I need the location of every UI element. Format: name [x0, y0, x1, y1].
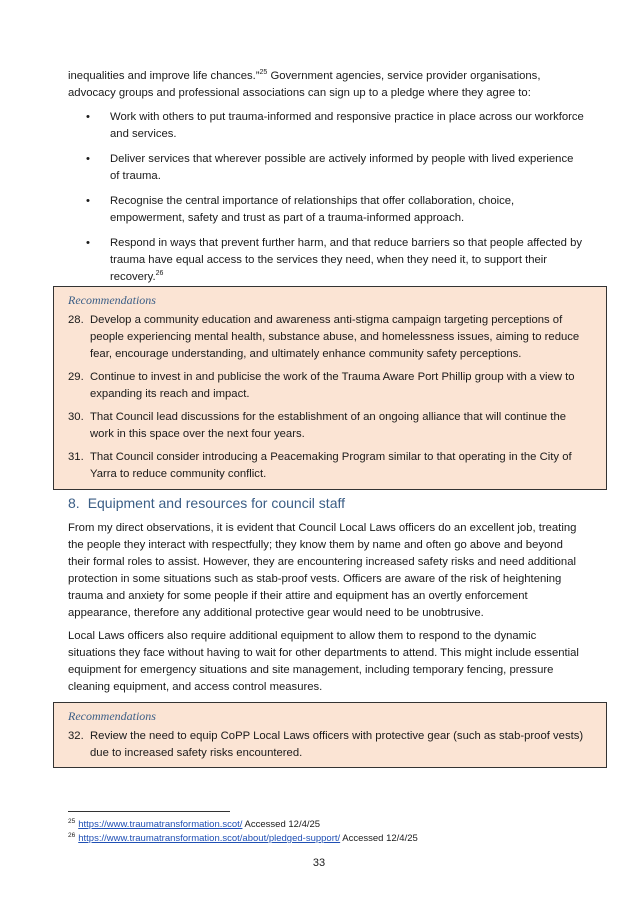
recommendation-text: Review the need to equip CoPP Local Laws officers with protective gear (such as stab-proof vests) due to increased safety risks encountered.	[90, 730, 584, 759]
footnote-divider	[68, 811, 230, 812]
recommendation-number: 29.	[68, 371, 84, 383]
recommendation-number: 32.	[68, 730, 84, 742]
recommendation-item	[68, 369, 592, 403]
recommendations-title: Recommendations	[68, 293, 156, 307]
footnote-ref-25[interactable]: 25	[259, 69, 268, 77]
bullet-text: Deliver services that wherever possible are actively informed by people with lived experience of trauma.	[110, 153, 574, 182]
recommendations-title: Recommendations	[68, 709, 156, 723]
page-number: 33	[312, 857, 326, 869]
recommendation-item	[68, 449, 592, 483]
recommendation-text: Develop a community education and awareness anti-stigma campaign targeting perceptions of people experiencing mental health, substance abuse, and homelessness issues, aiming to reduce fear, encourage understanding, and ultimately enhance community safety perceptions.	[90, 314, 580, 360]
footnote-accessed: Accessed 12/4/25	[242, 819, 321, 830]
recommendations-box-1	[53, 286, 607, 490]
list-item	[84, 193, 584, 227]
bullet-glyph: •	[86, 111, 90, 123]
recommendations-list	[68, 312, 592, 483]
bullet-glyph: •	[86, 195, 90, 207]
footnote-number: 25	[68, 817, 76, 825]
recommendation-text: Continue to invest in and publicise the work of the Trauma Aware Port Phillip group with a view to expanding its reach and impact.	[90, 371, 575, 400]
footnote-ref-26[interactable]: 26	[155, 270, 164, 278]
bullet-glyph: •	[86, 153, 90, 165]
bullet-text: Respond in ways that prevent further harm, and that reduce barriers so that people affected by trauma have equal access to the services they need, when they need it, to support their recovery.	[110, 237, 583, 283]
recommendation-text: That Council consider introducing a Peacemaking Program similar to that operating in the City of Yarra to reduce community conflict.	[90, 451, 572, 480]
footnote-accessed: Accessed 12/4/25	[340, 833, 418, 844]
footnote-number: 26	[68, 831, 76, 839]
recommendation-item	[68, 312, 592, 363]
footnote-26	[68, 832, 418, 845]
footnote-link[interactable]: https://www.traumatransformation.scot/	[78, 819, 243, 830]
recommendation-item	[68, 728, 592, 762]
body-paragraph-2: Local Laws officers also require additional equipment to allow them to respond to the dynamic situations they face without having to wait for other departments to attend. This might include essential equipment for emergency situations and site management, including temporary fencing, pressure cleaning equipment, and access control measures.	[68, 630, 579, 693]
body-paragraph-1: From my direct observations, it is evident that Council Local Laws officers do an excellent job, treating the people they interact with respectfully; they know them by name and often go above and beyond their formal roles to assist. However, they are encountering increased safety risks and need additional protection in some situations such as stab-proof vests. Officers are aware of the risk of heightening trauma and anxiety for some people if their attire and equipment has an overtly enforcement appearance, therefore any additional protective gear would need to be unobtrusive.	[68, 522, 577, 619]
list-item	[84, 109, 584, 143]
recommendation-item	[68, 409, 592, 443]
list-item	[84, 151, 584, 185]
pledge-bullet-list	[84, 109, 584, 294]
section-number: 8.	[68, 495, 80, 511]
intro-paragraph	[68, 68, 588, 102]
recommendation-text: That Council lead discussions for the establishment of an ongoing alliance that will continue the work in this space over the next four years.	[90, 411, 567, 440]
bullet-glyph: •	[86, 237, 90, 249]
recommendation-number: 30.	[68, 411, 84, 423]
recommendations-box-2	[53, 702, 607, 768]
footnote-25	[68, 818, 320, 831]
intro-text-start: inequalities and improve life chances.”	[68, 70, 260, 82]
section-heading	[68, 494, 345, 512]
bullet-text: Work with others to put trauma-informed and responsive practice in place across our workforce and services.	[110, 111, 584, 140]
section-title: Equipment and resources for council staff	[87, 495, 346, 511]
recommendation-number: 28.	[68, 314, 84, 326]
list-item	[84, 235, 584, 286]
recommendation-number: 31.	[68, 451, 84, 463]
intro-text-rest: Government agencies, service provider organisations, advocacy groups and professional associations can sign up to a pledge where they agree to:	[68, 70, 541, 99]
footnote-link[interactable]: https://www.traumatransformation.scot/about/pledged-support/	[78, 833, 341, 844]
recommendations-list	[68, 728, 592, 762]
bullet-text: Recognise the central importance of relationships that offer collaboration, choice, empowerment, safety and trust as part of a trauma-informed approach.	[110, 195, 515, 224]
